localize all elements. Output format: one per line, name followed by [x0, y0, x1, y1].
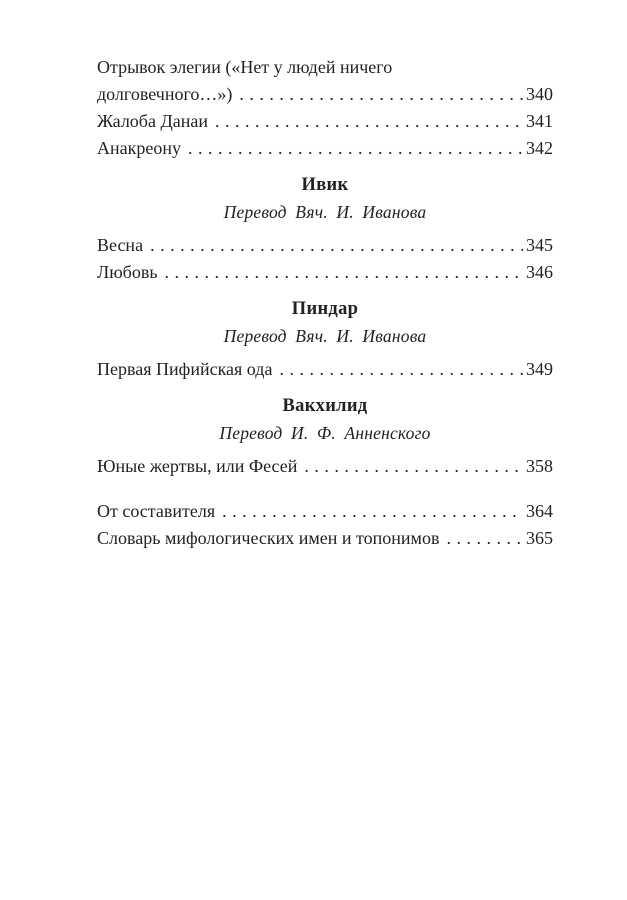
section-translator: Перевод Вяч. И. Иванова: [223, 326, 427, 346]
toc-section-pindar: [97, 296, 553, 383]
dot-leader: [165, 259, 523, 286]
toc-entry: [97, 525, 553, 552]
entry-title: Жалоба Данаи: [97, 111, 208, 131]
section-heading: Пиндар: [291, 299, 359, 319]
toc-section-vakhilid: [97, 393, 553, 480]
entry-title: Весна: [97, 235, 144, 255]
entry-page-number: 341: [526, 111, 553, 131]
section-entries: [97, 232, 553, 286]
toc-entry: [97, 54, 553, 108]
entry-page-number: 340: [526, 84, 553, 104]
entry-page-number: 342: [526, 138, 553, 158]
entry-title-line1: Отрывок элегии («Нет у людей ничего: [97, 57, 393, 77]
entry-page-number: 358: [526, 456, 553, 476]
entry-page-number: 365: [526, 528, 553, 548]
dot-leader: [239, 81, 523, 108]
toc-closing-entries: [97, 498, 553, 552]
toc-entry: [97, 453, 553, 480]
entry-title: Первая Пифийская ода: [97, 359, 273, 379]
toc-entry-row: [97, 81, 553, 108]
section-translator: Перевод И. Ф. Анненского: [219, 423, 431, 443]
toc-entry: [97, 135, 553, 162]
toc-section-ivik: [97, 172, 553, 286]
toc-entry: [97, 108, 553, 135]
section-translator: Перевод Вяч. И. Иванова: [223, 202, 427, 222]
entry-title-line2: долговечного…»): [97, 84, 233, 104]
dot-leader: [446, 525, 523, 552]
entry-title: Словарь мифологических имен и топонимов: [97, 528, 440, 548]
section-entries: [97, 356, 553, 383]
dot-leader: [150, 232, 523, 259]
section-heading: Вакхилид: [282, 396, 368, 416]
toc-entry: [97, 232, 553, 259]
entry-title: Любовь: [97, 262, 158, 282]
dot-leader: [304, 453, 523, 480]
toc-entry: [97, 498, 553, 525]
toc-entry: [97, 259, 553, 286]
dot-leader: [222, 498, 523, 525]
dot-leader: [215, 108, 523, 135]
entry-page-number: 349: [526, 359, 553, 379]
entry-title: От составителя: [97, 501, 216, 521]
entry-title: Юные жертвы, или Фесей: [97, 456, 298, 476]
entry-title: Анакреону: [97, 138, 181, 158]
section-entries: [97, 453, 553, 480]
dot-leader: [188, 135, 523, 162]
dot-leader: [279, 356, 523, 383]
section-heading: Ивик: [301, 175, 349, 195]
entry-page-number: 345: [526, 235, 553, 255]
entry-page-number: 364: [526, 501, 553, 521]
entry-page-number: 346: [526, 262, 553, 282]
toc-entry: [97, 356, 553, 383]
